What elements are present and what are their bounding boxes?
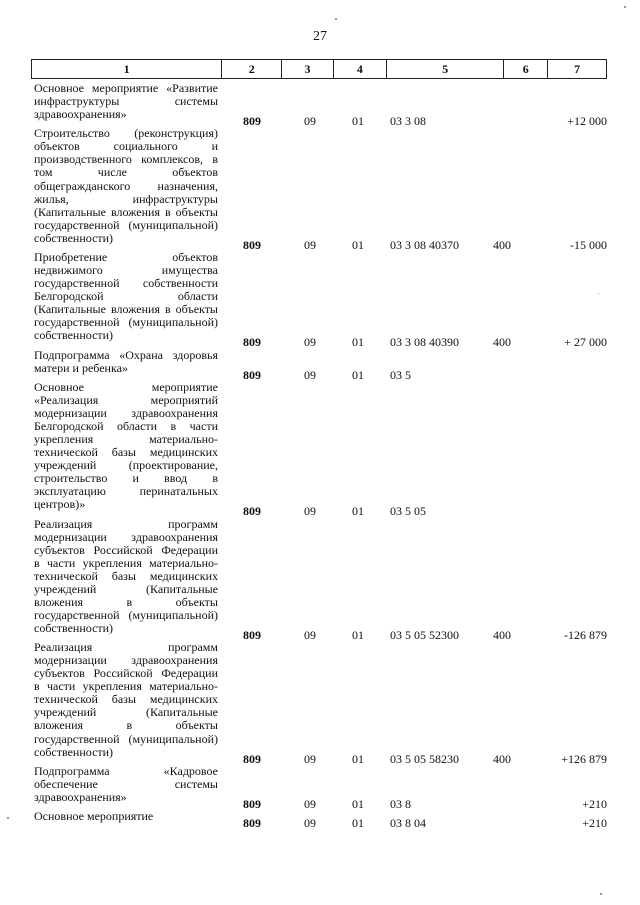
description-line: субъектов Российской Федерации (34, 542, 218, 557)
value-razdel: 09 (304, 627, 316, 642)
description-line: Приобретение объектов (34, 250, 218, 264)
value-podrazdel: 01 (352, 627, 364, 642)
value-podrazdel: 01 (352, 816, 364, 831)
description-line: субъектов Российской Федерации (34, 666, 218, 681)
value-ved: 809 (243, 796, 261, 811)
value-podrazdel: 01 (352, 504, 364, 519)
description-line: Строительство (реконструкция) (34, 126, 218, 141)
description-line: собственности) (34, 328, 114, 343)
description-line: технической базы медицинских (34, 568, 218, 583)
value-ved: 809 (243, 627, 261, 642)
value-razdel: 09 (304, 816, 316, 831)
row-description (34, 127, 218, 244)
scan-speck (600, 893, 602, 895)
description-line: государственной собственности (34, 276, 218, 291)
value-podrazdel: 01 (352, 751, 364, 766)
description-line: учреждений (проектирование, (34, 458, 218, 473)
scan-speck (624, 6, 626, 8)
description-line: жилья, инфраструктуры (34, 191, 218, 206)
value-ved: 809 (243, 237, 261, 252)
description-line: модернизации здравоохранения (34, 653, 218, 668)
value-csr: 03 8 04 (390, 816, 426, 831)
value-vr: 400 (493, 627, 511, 642)
value-vr: 400 (493, 237, 511, 252)
description-line: технической базы медицинских (34, 692, 218, 707)
description-line: Белгородской области в части (34, 418, 218, 433)
scan-speck (335, 18, 337, 20)
description-line: (Капитальные вложения в объекты (34, 204, 218, 219)
description-line: вложения в объекты (34, 718, 218, 733)
description-line: центров)» (34, 497, 86, 512)
value-razdel: 09 (304, 504, 316, 519)
value-razdel: 09 (304, 335, 316, 350)
description-line: строительство и ввод в (34, 471, 218, 486)
row-description (34, 381, 218, 511)
description-line: государственной (муниципальной) (34, 217, 218, 232)
description-line: в части укрепления материально- (34, 555, 218, 570)
value-ved: 809 (243, 367, 261, 382)
description-line: технической базы медицинских (34, 445, 218, 460)
description-line: матери и ребенка» (34, 360, 128, 375)
value-csr: 03 5 05 (390, 504, 426, 519)
description-line: государственной (муниципальной) (34, 731, 218, 746)
value-csr: 03 8 (390, 796, 411, 811)
scan-speck (7, 817, 9, 819)
value-csr: 03 3 08 40390 (390, 335, 459, 350)
row-description (34, 251, 218, 342)
value-csr: 03 3 08 40370 (390, 237, 459, 252)
value-sum: +210 (582, 796, 607, 811)
description-line: учреждений (Капитальные (34, 581, 218, 596)
description-line: укрепления материально- (34, 432, 218, 447)
description-line: в части укрепления материально- (34, 679, 218, 694)
description-line: собственности) (34, 620, 114, 635)
description-line: общегражданского назначения, (34, 178, 218, 193)
value-sum: +210 (582, 816, 607, 831)
description-line: модернизации здравоохранения (34, 529, 218, 544)
description-line: вложения в объекты (34, 594, 218, 609)
value-ved: 809 (243, 335, 261, 350)
value-razdel: 09 (304, 237, 316, 252)
value-ved: 809 (243, 751, 261, 766)
description-line: Основное мероприятие (34, 809, 154, 824)
value-podrazdel: 01 (352, 367, 364, 382)
description-line: Подпрограмма «Охрана здоровья (34, 347, 218, 362)
description-line: учреждений (Капитальные (34, 705, 218, 720)
description-line: эксплуатацию перинатальных (34, 484, 218, 499)
value-sum: +12 000 (567, 114, 607, 129)
description-line: объектов социального и (34, 139, 218, 154)
value-podrazdel: 01 (352, 335, 364, 350)
value-csr: 03 5 05 52300 (390, 627, 459, 642)
value-razdel: 09 (304, 796, 316, 811)
description-line: Реализация программ (34, 640, 218, 655)
description-line: собственности) (34, 230, 114, 245)
value-ved: 809 (243, 816, 261, 831)
value-vr: 400 (493, 335, 511, 350)
description-line: (Капитальные вложения в объекты (34, 302, 218, 317)
description-line: недвижимого имущества (34, 263, 218, 278)
description-line: том числе объектов (34, 165, 218, 180)
header-col-1: 1 (32, 60, 222, 78)
value-sum: -15 000 (570, 237, 607, 252)
value-razdel: 09 (304, 114, 316, 129)
value-sum: -126 879 (564, 627, 607, 642)
header-col-5: 5 (387, 60, 505, 78)
value-podrazdel: 01 (352, 796, 364, 811)
value-ved: 809 (243, 114, 261, 129)
header-col-7: 7 (574, 62, 581, 76)
description-line: Реализация программ (34, 516, 218, 531)
header-col-2: 2 (222, 60, 282, 78)
description-line: Основное мероприятие «Развитие (34, 81, 218, 95)
header-col-6: 6 (504, 60, 548, 78)
header-col-4: 4 (334, 60, 387, 78)
value-podrazdel: 01 (352, 237, 364, 252)
row-description (34, 641, 218, 758)
row-description (34, 765, 218, 804)
row-description (34, 82, 218, 121)
value-csr: 03 5 (390, 367, 411, 382)
value-sum: +126 879 (561, 751, 607, 766)
description-line: здравоохранения» (34, 789, 127, 804)
value-sum: + 27 000 (564, 335, 607, 350)
description-line: государственной (муниципальной) (34, 315, 218, 330)
description-line: Подпрограмма «Кадровое (34, 763, 218, 778)
description-line: обеспечение системы (34, 776, 218, 791)
description-line: государственной (муниципальной) (34, 607, 218, 622)
description-line: модернизации здравоохранения (34, 405, 218, 420)
value-razdel: 09 (304, 367, 316, 382)
value-razdel: 09 (304, 751, 316, 766)
description-line: «Реализация мероприятий (34, 392, 218, 407)
row-description (34, 810, 218, 823)
value-vr: 400 (493, 751, 511, 766)
description-line: Белгородской области (34, 289, 218, 304)
description-line: собственности) (34, 744, 114, 759)
description-line: Основное мероприятие (34, 379, 218, 394)
row-description (34, 349, 218, 375)
scan-speck (598, 293, 599, 294)
value-podrazdel: 01 (352, 114, 364, 129)
description-line: производственного комплексов, в (34, 152, 218, 167)
value-ved: 809 (243, 504, 261, 519)
row-description (34, 518, 218, 635)
description-line: инфраструктуры системы (34, 94, 218, 109)
value-csr: 03 3 08 (390, 114, 426, 129)
value-csr: 03 5 05 58230 (390, 751, 459, 766)
header-col-3: 3 (282, 60, 334, 78)
description-line: здравоохранения» (34, 107, 127, 122)
page-number: 27 (313, 29, 327, 44)
